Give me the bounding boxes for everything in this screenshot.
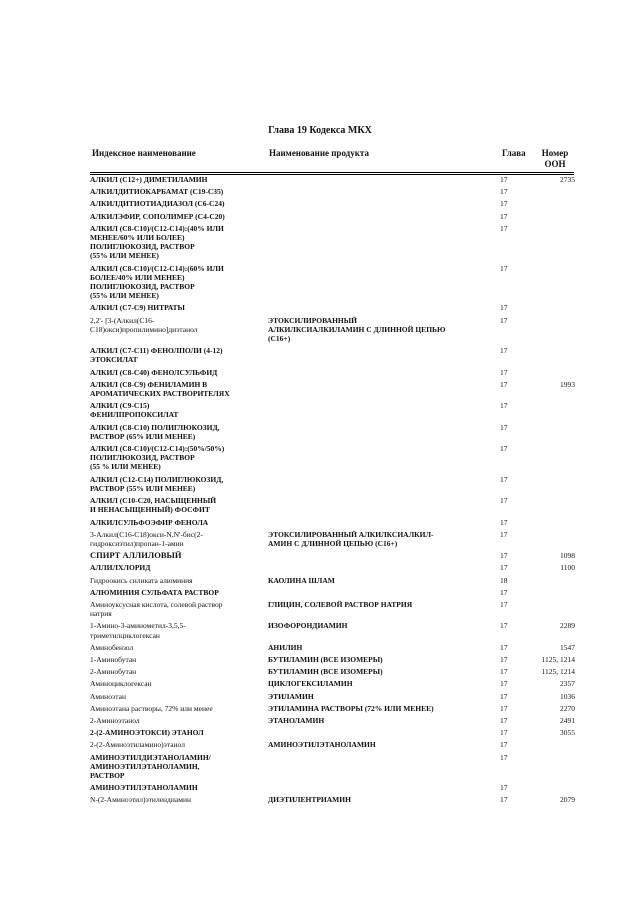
index-name-cell: АЛКИЛ (С12+) ДИМЕТИЛАМИН bbox=[90, 175, 208, 184]
chapter-cell: 17 bbox=[500, 703, 508, 713]
chapter-cell: 17 bbox=[500, 422, 508, 432]
table-row bbox=[90, 444, 575, 475]
index-name-cell: 2-Аминобутан bbox=[90, 667, 137, 677]
chapter-cell: 17 bbox=[500, 496, 508, 506]
chapter-cell: 17 bbox=[500, 303, 508, 313]
un-number-cell: 2079 bbox=[560, 795, 575, 805]
chapter-cell: 17 bbox=[500, 715, 508, 725]
product-name-cell: ЭТИЛАМИН bbox=[268, 691, 314, 701]
product-name-cell bbox=[268, 175, 500, 187]
chapter-cell: 17 bbox=[500, 599, 508, 609]
index-name-cell: АЛКИЛ (С10-С20, НАСЫЩЕННЫЙ И НЕНАСЫЩЕННЫЙ) ФОСФИТ bbox=[90, 496, 217, 515]
un-number-cell: 3055 bbox=[560, 728, 575, 738]
product-name-cell bbox=[268, 368, 500, 380]
index-name-cell: 2-(2-Аминоэтиламино)этанол bbox=[90, 740, 185, 750]
un-number-cell: 2735 bbox=[560, 175, 575, 184]
chapter-cell: 17 bbox=[500, 752, 508, 762]
column-header-chapter: Глава bbox=[502, 148, 526, 158]
chapter-cell: 17 bbox=[500, 642, 508, 652]
chapter-cell: 17 bbox=[500, 783, 508, 793]
chapter-cell: 17 bbox=[500, 199, 508, 209]
table-row bbox=[90, 368, 575, 380]
un-number-cell bbox=[535, 423, 575, 444]
chapter-cell: 17 bbox=[500, 529, 508, 539]
table-row bbox=[90, 199, 575, 211]
index-name-cell: АЛКИЛ (С8-С10) ПОЛИГЛЮКОЗИД, РАСТВОР (65% ИЛИ МЕНЕЕ) bbox=[90, 422, 220, 441]
index-name-cell: АЛКИЛСУЛЬФОЭФИР ФЕНОЛА bbox=[90, 517, 209, 527]
table-row bbox=[90, 423, 575, 444]
product-name-cell bbox=[268, 728, 500, 740]
un-number-cell bbox=[535, 264, 575, 304]
product-name-cell bbox=[268, 444, 500, 475]
table-row bbox=[90, 496, 575, 517]
index-name-cell: 1-Амино-3-аминометил-3,5,5- триметилциклогексан bbox=[90, 621, 186, 640]
un-number-cell: 2289 bbox=[560, 621, 575, 631]
un-number-cell bbox=[535, 401, 575, 422]
index-name-cell: АЛЮМИНИЯ СУЛЬФАТА РАСТВОР bbox=[90, 587, 219, 597]
un-number-cell bbox=[535, 187, 575, 199]
un-number-cell bbox=[535, 303, 575, 315]
table-row bbox=[90, 740, 575, 752]
product-name-cell bbox=[268, 783, 500, 795]
un-number-cell bbox=[535, 212, 575, 224]
table-row bbox=[90, 303, 575, 315]
table-row bbox=[90, 692, 575, 704]
index-name-cell: АЛЛИЛХЛОРИД bbox=[90, 563, 151, 573]
un-number-cell bbox=[535, 740, 575, 752]
table-row bbox=[90, 224, 575, 264]
chapter-cell: 17 bbox=[500, 563, 508, 573]
index-name-cell: АЛКИЛ (С8-С40) ФЕНОЛСУЛЬФИД bbox=[90, 367, 218, 377]
table-row bbox=[90, 346, 575, 367]
index-name-cell: N-(2-Аминоэтил)этилендиамин bbox=[90, 795, 191, 805]
chapter-cell: 17 bbox=[500, 551, 508, 561]
product-name-cell bbox=[268, 264, 500, 304]
product-name-cell bbox=[268, 346, 500, 367]
table-row bbox=[90, 679, 575, 691]
index-name-cell: 1-Аминобутан bbox=[90, 654, 137, 664]
index-name-cell: АЛКИЛЭФИР, СОПОЛИМЕР (С4-С20) bbox=[90, 211, 225, 221]
un-number-cell bbox=[535, 576, 575, 588]
table-row bbox=[90, 316, 575, 347]
column-header-un-number: Номер ООН bbox=[541, 148, 569, 169]
column-header-index-name: Индексное наименование bbox=[92, 148, 196, 158]
index-name-cell: АЛКИЛДИТИОТИАДИАЗОЛ (С6-С24) bbox=[90, 199, 225, 209]
product-name-cell bbox=[268, 518, 500, 530]
index-name-cell: АЛКИЛ (С8-С10)/(С12-С14):(50%/50%) ПОЛИГЛЮКОЗИД, РАСТВОР (55 % ИЛИ МЕНЕЕ) bbox=[90, 444, 225, 472]
index-name-cell: АЛКИЛ (С8-С10)/(С12-С14):(60% ИЛИ БОЛЕЕ/40% ИЛИ МЕНЕЕ) ПОЛИГЛЮКОЗИД, РАСТВОР (55% ИЛИ МЕНЕЕ) bbox=[90, 263, 224, 301]
index-name-cell: 2-(2-АМИНОЭТОКСИ) ЭТАНОЛ bbox=[90, 728, 204, 738]
chapter-cell: 17 bbox=[500, 315, 508, 325]
table-row bbox=[90, 716, 575, 728]
index-name-cell: Аминоциклогексан bbox=[90, 679, 152, 689]
table-row bbox=[90, 264, 575, 304]
chapter-cell: 17 bbox=[500, 379, 508, 389]
table-row bbox=[90, 621, 575, 642]
product-name-cell bbox=[268, 212, 500, 224]
chapter-cell: 17 bbox=[500, 223, 508, 233]
table-row bbox=[90, 475, 575, 496]
table-row bbox=[90, 401, 575, 422]
table-row bbox=[90, 655, 575, 667]
product-name-cell bbox=[268, 401, 500, 422]
un-number-cell: 1100 bbox=[560, 563, 575, 573]
index-name-cell: АМИНОЭТИЛДИЭТАНОЛАМИН/ АМИНОЭТИЛЭТАНОЛАМИН, РАСТВОР bbox=[90, 752, 211, 780]
index-name-cell: АЛКИЛ (С8-С10)/(С12-С14):(40% ИЛИ МЕНЕЕ/60% ИЛИ БОЛЕЕ) ПОЛИГЛЮКОЗИД, РАСТВОР (55% ИЛИ МЕНЕЕ) bbox=[90, 223, 224, 261]
index-name-cell: АЛКИЛ (С12-С14) ПОЛИГЛЮКОЗИД, РАСТВОР (55% ИЛИ МЕНЕЕ) bbox=[90, 474, 224, 493]
table-row bbox=[90, 588, 575, 600]
un-number-cell: 1125, 1214 bbox=[541, 654, 575, 664]
chapter-cell: 17 bbox=[500, 444, 508, 454]
table-row bbox=[90, 783, 575, 795]
substance-table-body bbox=[90, 175, 575, 808]
product-name-cell bbox=[268, 303, 500, 315]
un-number-cell: 1125, 1214 bbox=[541, 667, 575, 677]
table-row bbox=[90, 600, 575, 621]
un-number-cell bbox=[535, 224, 575, 264]
product-name-cell: ЭТАНОЛАМИН bbox=[268, 715, 325, 725]
product-name-cell bbox=[268, 187, 500, 199]
document-title: Глава 19 Кодекса МКХ bbox=[268, 125, 372, 136]
un-number-cell bbox=[535, 518, 575, 530]
un-number-cell bbox=[535, 199, 575, 211]
un-number-cell bbox=[535, 475, 575, 496]
product-name-cell bbox=[268, 423, 500, 444]
index-name-cell: АЛКИЛ (С9-С15) ФЕНИЛПРОПОКСИЛАТ bbox=[90, 401, 179, 420]
un-number-cell: 2357 bbox=[560, 679, 575, 689]
chapter-cell: 17 bbox=[500, 587, 508, 597]
index-name-cell: АЛКИЛ (С8-С9) ФЕНИЛАМИН В АРОМАТИЧЕСКИХ РАСТВОРИТЕЛЯХ bbox=[90, 379, 230, 399]
chapter-cell: 17 bbox=[500, 654, 508, 664]
table-row bbox=[90, 175, 575, 187]
product-name-cell: БУТИЛАМИН (ВСЕ ИЗОМЕРЫ) bbox=[268, 654, 383, 664]
chapter-cell: 17 bbox=[500, 517, 508, 527]
index-name-cell: АМИНОЭТИЛЭТАНОЛАМИН bbox=[90, 783, 198, 793]
index-name-cell: АЛКИЛ (С7-С11) ФЕНОЛПОЛИ (4-12) ЭТОКСИЛАТ bbox=[90, 346, 223, 365]
table-row bbox=[90, 667, 575, 679]
un-number-cell bbox=[535, 346, 575, 367]
index-name-cell: Гидроокись силиката алюминия bbox=[90, 575, 193, 585]
un-number-cell: 1098 bbox=[560, 551, 575, 561]
table-row bbox=[90, 212, 575, 224]
chapter-cell: 17 bbox=[500, 795, 508, 805]
table-row bbox=[90, 551, 575, 563]
un-number-cell: 2270 bbox=[560, 703, 575, 713]
column-header-product-name: Наименование продукта bbox=[269, 148, 369, 158]
chapter-cell: 17 bbox=[500, 367, 508, 377]
index-name-cell: Аминобензол bbox=[90, 642, 134, 652]
product-name-cell: ЭТОКСИЛИРОВАННЫЙ АЛКИЛКСИАЛКИЛАМИН С ДЛИННОЙ ЦЕПЬЮ (С16+) bbox=[268, 315, 446, 344]
product-name-cell bbox=[268, 563, 500, 575]
product-name-cell bbox=[268, 199, 500, 211]
chapter-cell: 17 bbox=[500, 728, 508, 738]
product-name-cell: АНИЛИН bbox=[268, 642, 303, 652]
product-name-cell bbox=[268, 551, 500, 563]
un-number-cell bbox=[535, 753, 575, 784]
index-name-cell: СПИРТ АЛЛИЛОВЫЙ bbox=[90, 551, 182, 561]
un-number-cell bbox=[535, 600, 575, 621]
un-number-cell: 1036 bbox=[560, 691, 575, 701]
product-name-cell: КАОЛИНА ШЛАМ bbox=[268, 575, 335, 585]
index-name-cell: Аминоуксусная кислота, солевой раствор натрия bbox=[90, 599, 223, 619]
product-name-cell: ЭТИЛАМИНА РАСТВОРЫ (72% ИЛИ МЕНЕЕ) bbox=[268, 703, 434, 713]
product-name-cell bbox=[268, 380, 500, 401]
index-name-cell: АЛКИЛ (С7-С9) НИТРАТЫ bbox=[90, 303, 185, 313]
product-name-cell: ЭТОКСИЛИРОВАННЫЙ АЛКИЛКСИАЛКИЛ- АМИН С ДЛИННОЙ ЦЕПЬЮ (С16+) bbox=[268, 529, 434, 548]
index-name-cell: 2,2'- [3-(Алкил(С16- С18)окси)пропилимино]диэтанол bbox=[90, 315, 198, 334]
chapter-cell: 17 bbox=[500, 667, 508, 677]
chapter-cell: 17 bbox=[500, 621, 508, 631]
header-divider-top bbox=[90, 172, 574, 173]
un-number-cell: 1547 bbox=[560, 642, 575, 652]
chapter-cell: 17 bbox=[500, 740, 508, 750]
chapter-cell: 17 bbox=[500, 187, 508, 197]
index-name-cell: АЛКИЛДИТИОКАРБАМАТ (С19-С35) bbox=[90, 187, 224, 197]
table-row bbox=[90, 728, 575, 740]
un-number-cell bbox=[535, 530, 575, 551]
product-name-cell bbox=[268, 475, 500, 496]
table-row bbox=[90, 187, 575, 199]
product-name-cell bbox=[268, 588, 500, 600]
chapter-cell: 17 bbox=[500, 263, 508, 273]
index-name-cell: 3-Алкил(С16-С18)окси-N,N'-бис(2- гидроксиэтил)пропан-1-амин bbox=[90, 529, 203, 548]
substance-table bbox=[90, 175, 575, 808]
table-row bbox=[90, 795, 575, 807]
un-number-cell bbox=[535, 368, 575, 380]
table-row bbox=[90, 643, 575, 655]
chapter-cell: 17 bbox=[500, 691, 508, 701]
table-row bbox=[90, 704, 575, 716]
un-number-cell bbox=[535, 496, 575, 517]
chapter-cell: 17 bbox=[500, 175, 508, 184]
table-row bbox=[90, 380, 575, 401]
index-name-cell: Аминоэтана растворы, 72% или менее bbox=[90, 703, 213, 713]
table-row bbox=[90, 530, 575, 551]
product-name-cell bbox=[268, 753, 500, 784]
un-number-cell: 2491 bbox=[560, 715, 575, 725]
un-number-cell bbox=[535, 783, 575, 795]
un-number-cell bbox=[535, 444, 575, 475]
un-number-cell bbox=[535, 588, 575, 600]
un-number-cell: 1993 bbox=[560, 379, 575, 389]
table-row bbox=[90, 518, 575, 530]
product-name-cell: АМИНОЭТИЛЭТАНОЛАМИН bbox=[268, 740, 376, 750]
product-name-cell: БУТИЛАМИН (ВСЕ ИЗОМЕРЫ) bbox=[268, 667, 383, 677]
product-name-cell: ЦИКЛОГЕКСИЛАМИН bbox=[268, 679, 353, 689]
chapter-cell: 17 bbox=[500, 679, 508, 689]
product-name-cell: ДИЭТИЛЕНТРИАМИН bbox=[268, 795, 351, 805]
chapter-cell: 17 bbox=[500, 211, 508, 221]
chapter-cell: 17 bbox=[500, 474, 508, 484]
chapter-cell: 18 bbox=[500, 575, 508, 585]
product-name-cell bbox=[268, 496, 500, 517]
product-name-cell: ГЛИЦИН, СОЛЕВОЙ РАСТВОР НАТРИЯ bbox=[268, 599, 413, 609]
un-number-cell bbox=[535, 316, 575, 347]
table-row bbox=[90, 563, 575, 575]
index-name-cell: Аминоэтан bbox=[90, 691, 126, 701]
table-row bbox=[90, 576, 575, 588]
chapter-cell: 17 bbox=[500, 401, 508, 411]
table-row bbox=[90, 753, 575, 784]
table-header bbox=[90, 148, 575, 172]
product-name-cell: ИЗОФОРОНДИАМИН bbox=[268, 621, 348, 631]
chapter-cell: 17 bbox=[500, 346, 508, 356]
product-name-cell bbox=[268, 224, 500, 264]
index-name-cell: 2-Аминоэтанол bbox=[90, 715, 140, 725]
